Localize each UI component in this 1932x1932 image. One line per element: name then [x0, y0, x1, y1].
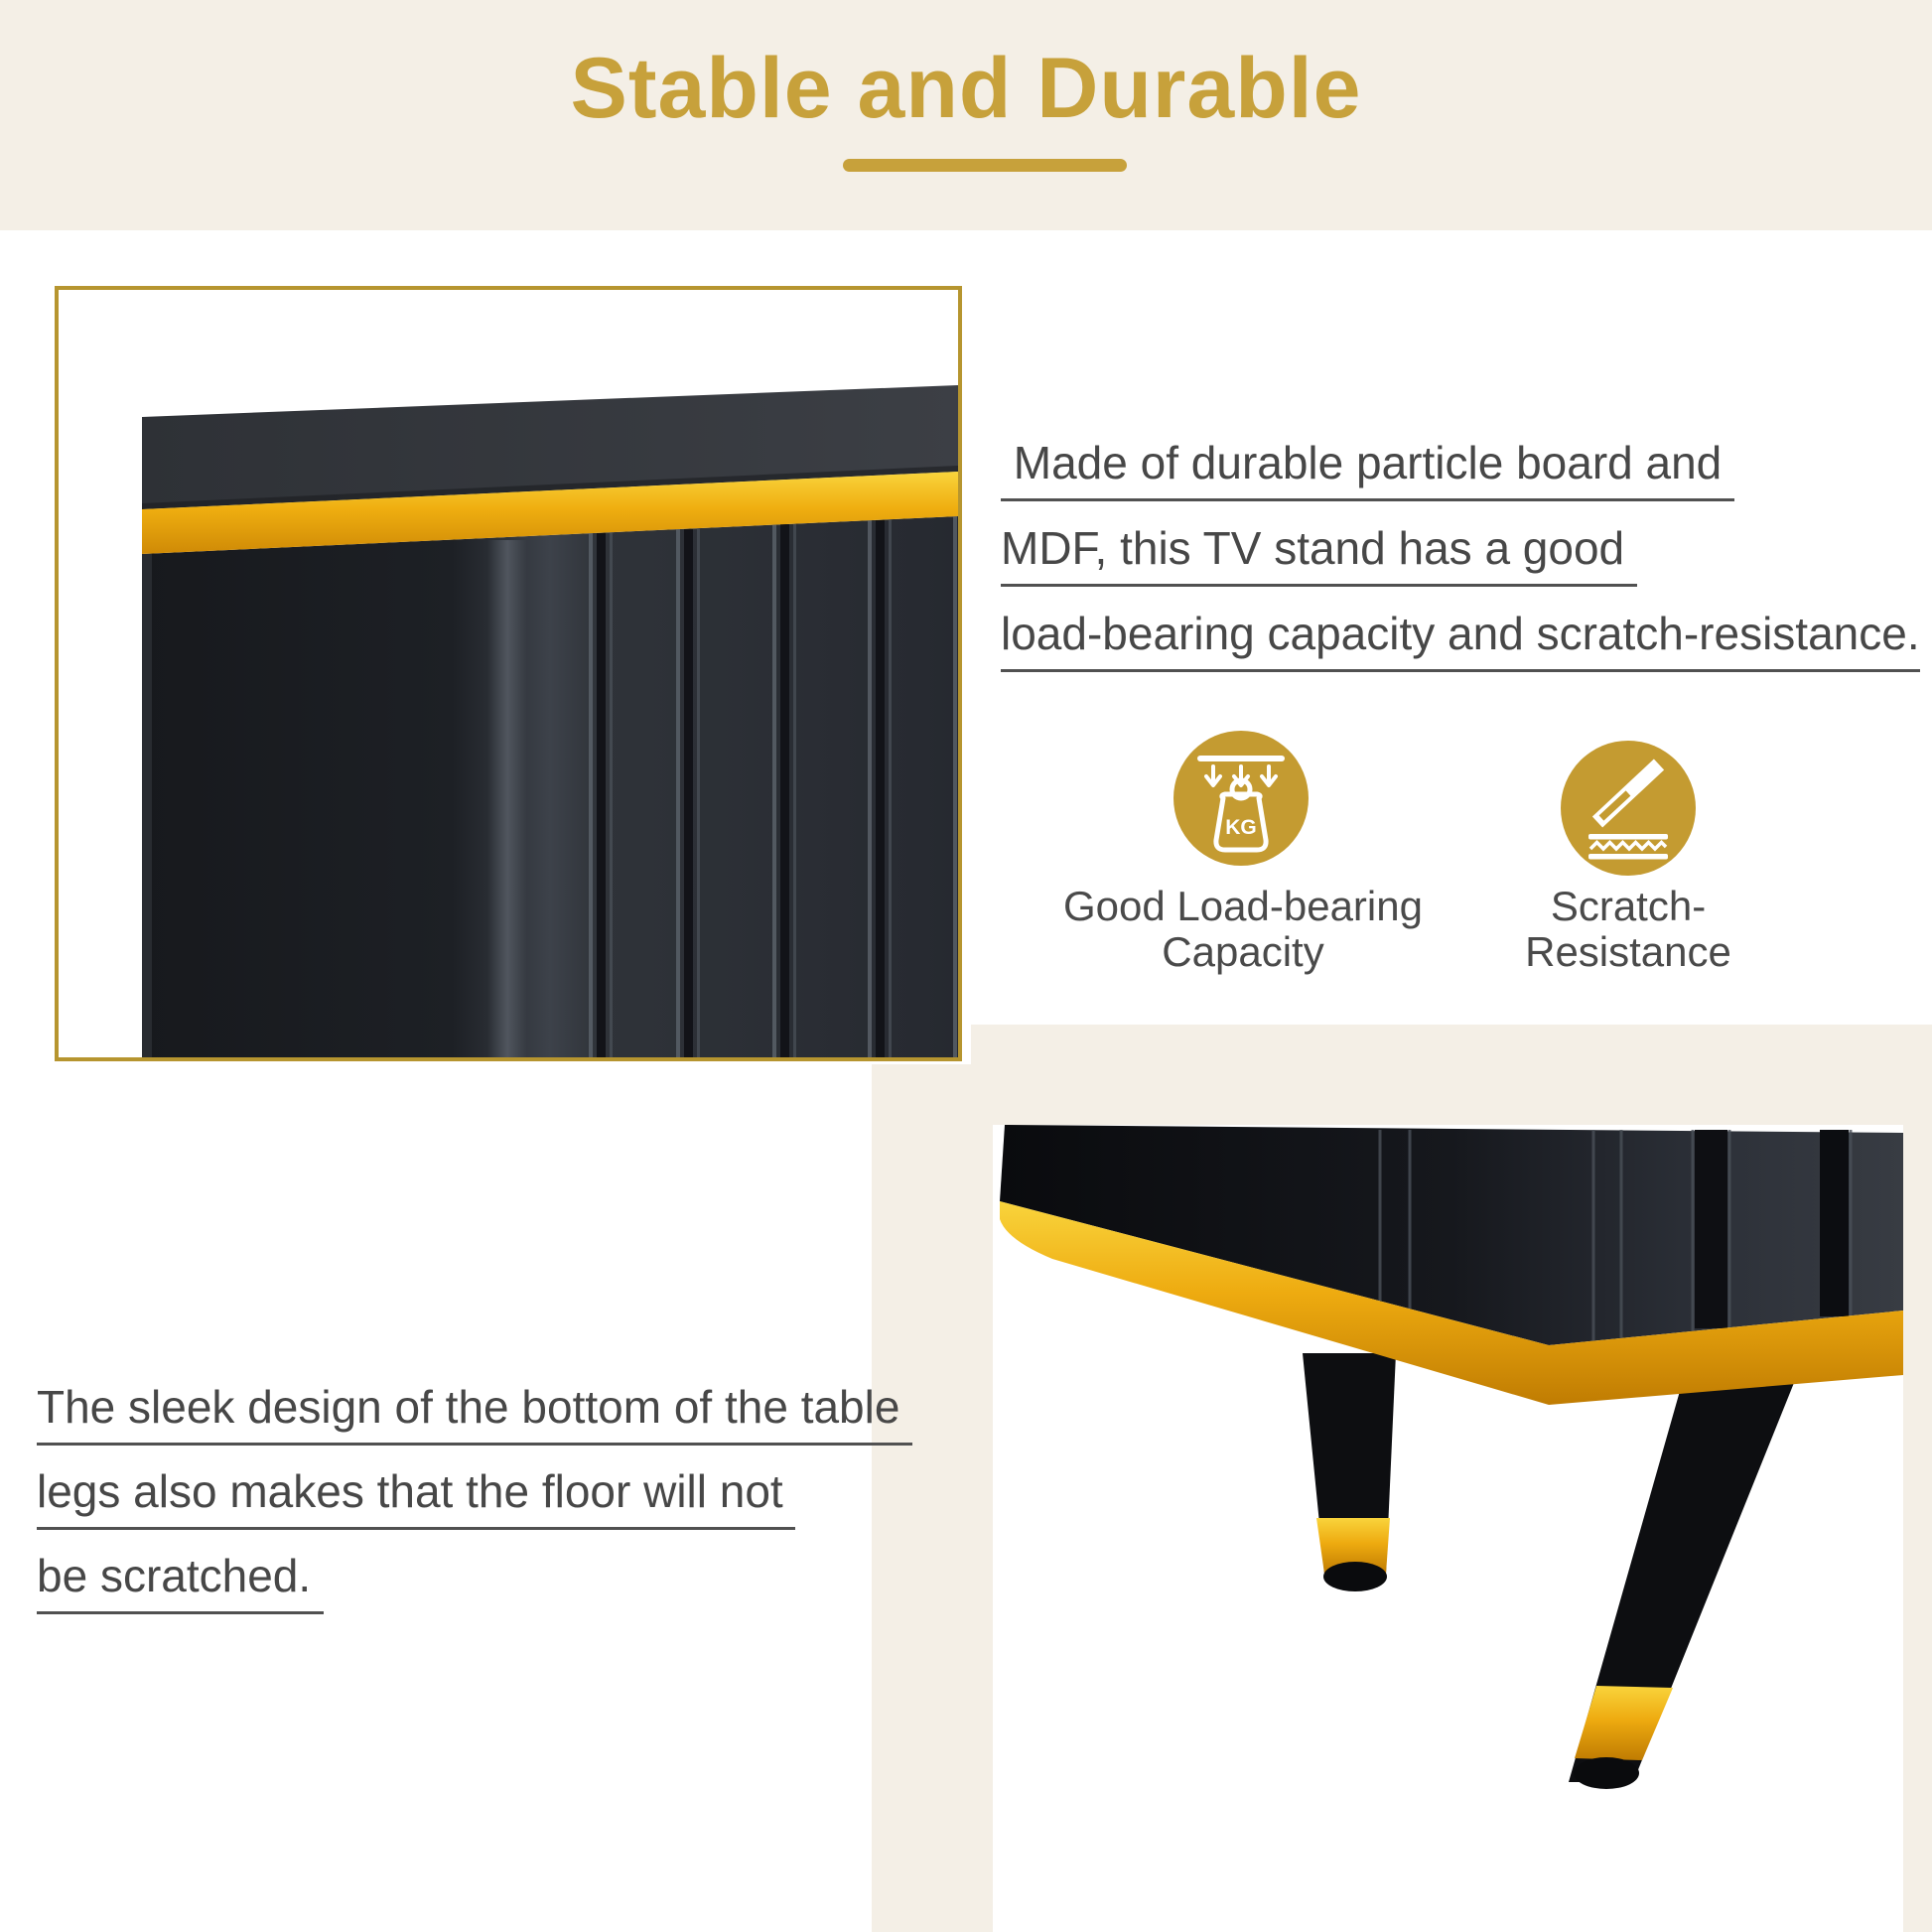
material-description [1001, 437, 1920, 693]
description-line: load-bearing capacity and scratch-resistance. [1001, 608, 1920, 672]
legs-description [37, 1382, 912, 1635]
scratched-surface-icon [1588, 834, 1668, 860]
tv-stand-top-corner-photo [59, 290, 958, 1057]
gold-frame-photo-box [55, 286, 962, 1061]
load-bearing-icon [1173, 731, 1309, 866]
description-line: be scratched. [37, 1551, 324, 1614]
description-line: MDF, this TV stand has a good [1001, 522, 1637, 587]
kg-badge-text: KG [1225, 816, 1257, 839]
left-leg [1303, 1353, 1396, 1591]
description-line: The sleek design of the bottom of the table [37, 1382, 912, 1446]
scratch-resistance-label [1410, 884, 1847, 975]
scratch-resistance-icon [1561, 741, 1696, 876]
feature-label-line: Capacity [1162, 928, 1324, 975]
feature-label-line: Resistance [1525, 928, 1731, 975]
title-underline-bar [843, 159, 1127, 172]
right-leg [1569, 1363, 1802, 1789]
feature-label-line: Scratch- [1550, 883, 1707, 929]
feature-label-line: Good Load-bearing [1063, 883, 1423, 929]
tv-stand-legs-photo [993, 1125, 1903, 1932]
load-bearing-label [1025, 884, 1461, 975]
cabinet-bottom-body [1000, 1125, 1903, 1345]
page-title: Stable and Durable [570, 41, 1362, 136]
description-line: legs also makes that the floor will not [37, 1466, 795, 1530]
description-line: Made of durable particle board and [1001, 437, 1734, 501]
